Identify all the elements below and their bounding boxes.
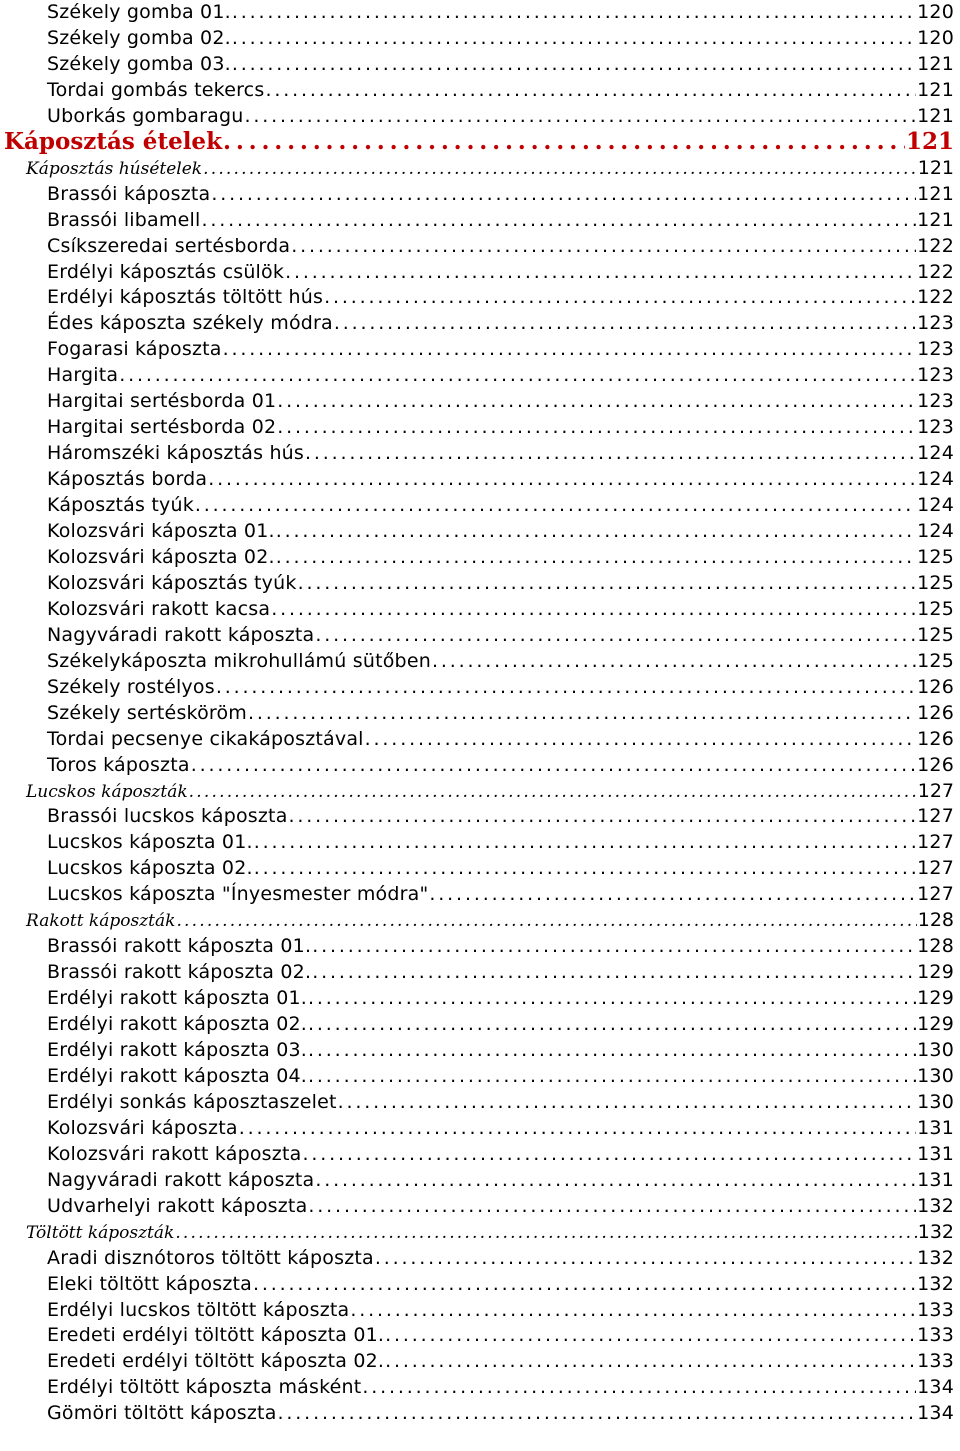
- toc-entry-page: 122: [917, 260, 954, 283]
- toc-entry-page: 124: [917, 494, 954, 517]
- toc-entry[interactable]: [0, 648, 960, 674]
- toc-entry-page: 125: [917, 649, 954, 672]
- toc-entry-page: 132: [917, 1194, 954, 1217]
- toc-section[interactable]: [0, 1219, 960, 1245]
- toc-entry-title: Káposztás borda: [47, 468, 208, 491]
- toc-entry-title: Káposztás tyúk: [47, 494, 194, 517]
- toc-entry-page: 134: [917, 1402, 954, 1425]
- toc-entry-page: 121: [917, 208, 954, 231]
- toc-entry-page: 126: [917, 701, 954, 724]
- toc-entry-page: 123: [917, 364, 954, 387]
- toc-entry-title: Kolozsvári rakott kacsa: [47, 597, 271, 620]
- toc-entry[interactable]: [0, 440, 960, 466]
- toc-entry[interactable]: [0, 829, 960, 855]
- dot-leader: [254, 829, 916, 855]
- toc-entry-page: 127: [917, 857, 954, 880]
- toc-entry[interactable]: [0, 803, 960, 829]
- toc-entry-title: Fogarasi káposzta: [47, 338, 222, 361]
- dot-leader: [276, 544, 916, 570]
- toc-entry[interactable]: [0, 1011, 960, 1037]
- toc-entry-page: 123: [917, 390, 954, 413]
- toc-entry-title: Erdélyi rakott káposzta 03.: [47, 1039, 308, 1061]
- toc-entry-page: 121: [905, 127, 954, 155]
- dot-leader: [429, 881, 916, 907]
- toc-entry-page: 125: [917, 545, 954, 568]
- dot-leader: [271, 596, 916, 622]
- toc-entry-page: 120: [917, 1, 954, 23]
- toc-entry-page: 129: [917, 1013, 954, 1036]
- dot-leader: [334, 310, 916, 336]
- toc-entry[interactable]: [0, 233, 960, 259]
- toc-entry-page: 128: [917, 909, 954, 932]
- toc-entry-title: Brassói káposzta: [47, 182, 211, 205]
- toc-entry-title: Erdélyi rakott káposzta 01.: [47, 987, 308, 1010]
- toc-entry[interactable]: [0, 1348, 960, 1374]
- toc-section[interactable]: [0, 155, 960, 181]
- dot-leader: [232, 51, 916, 77]
- toc-entry-page: 133: [917, 1324, 954, 1347]
- toc-section[interactable]: [0, 907, 960, 933]
- toc-entry-page: 122: [917, 286, 954, 309]
- toc-entry[interactable]: [0, 466, 960, 492]
- dot-leader: [276, 518, 916, 544]
- dot-leader: [338, 1089, 916, 1115]
- toc-entry-title: Kolozsvári káposzta: [47, 1116, 238, 1139]
- toc-entry-page: 121: [917, 182, 954, 205]
- toc-chapter[interactable]: [0, 129, 960, 155]
- toc-entry[interactable]: [0, 207, 960, 233]
- toc-entry-page: 129: [917, 961, 954, 984]
- toc-entry-page: 127: [917, 831, 954, 854]
- dot-leader: [254, 855, 916, 881]
- dot-leader: [253, 1271, 916, 1297]
- toc-entry-page: 123: [917, 338, 954, 361]
- toc-entry-title: Székelykáposzta mikrohullámú sütőben: [47, 649, 431, 672]
- toc-entry-title: Székely gomba 01.: [47, 1, 231, 23]
- toc-entry-title: Erdélyi rakott káposzta 04.: [47, 1064, 308, 1087]
- toc-entry[interactable]: [0, 1115, 960, 1141]
- toc-entry[interactable]: [0, 103, 960, 129]
- toc-entry[interactable]: [0, 700, 960, 726]
- toc-entry-page: 127: [917, 805, 954, 828]
- dot-leader: [211, 181, 916, 207]
- dot-leader: [285, 259, 916, 285]
- toc-entry[interactable]: [0, 1271, 960, 1297]
- toc-entry-title: Brassói lucskos káposzta: [47, 805, 288, 828]
- toc-entry-page: 127: [917, 883, 954, 906]
- toc-entry[interactable]: [0, 1167, 960, 1193]
- dot-leader: [375, 1245, 916, 1271]
- toc-entry-page: 127: [917, 779, 954, 802]
- toc-entry[interactable]: [0, 959, 960, 985]
- dot-leader: [308, 1193, 916, 1219]
- toc-entry-title: Édes káposzta székely módra: [47, 312, 333, 335]
- toc-entry-title: Töltött káposzták: [26, 1222, 175, 1243]
- toc-section[interactable]: [0, 778, 960, 804]
- dot-leader: [350, 1297, 916, 1323]
- dot-leader: [277, 388, 916, 414]
- toc-entry-title: Eredeti erdélyi töltött káposzta 02.: [47, 1350, 385, 1373]
- toc-entry[interactable]: [0, 596, 960, 622]
- toc-entry-title: Székely gomba 02.: [47, 26, 231, 49]
- toc-entry[interactable]: [0, 1141, 960, 1167]
- dot-leader: [308, 1063, 916, 1089]
- toc-entry-title: Káposztás húsételek: [26, 158, 203, 179]
- toc-entry-title: Gömöri töltött káposzta: [47, 1402, 277, 1425]
- dot-leader: [277, 414, 916, 440]
- toc-entry-title: Hargita: [47, 364, 119, 387]
- toc-entry[interactable]: [0, 77, 960, 103]
- toc-entry-page: 134: [917, 1376, 954, 1399]
- toc-entry-title: Erdélyi sonkás káposztaszelet: [47, 1090, 337, 1113]
- toc-entry[interactable]: [0, 674, 960, 700]
- toc-entry-page: 131: [917, 1142, 954, 1165]
- dot-leader: [223, 129, 905, 155]
- toc-entry[interactable]: [0, 752, 960, 778]
- toc-entry-title: Erdélyi káposztás csülök: [47, 260, 285, 283]
- dot-leader: [248, 700, 916, 726]
- toc-entry-title: Uborkás gombaragu: [47, 104, 244, 127]
- toc-entry-title: Aradi disznótoros töltött káposzta: [47, 1246, 374, 1269]
- toc-entry[interactable]: [0, 1245, 960, 1271]
- dot-leader: [189, 779, 917, 805]
- toc-entry[interactable]: [0, 1322, 960, 1348]
- toc-entry-title: Csíkszeredai sertésborda: [47, 234, 291, 257]
- toc-entry-page: 121: [917, 78, 954, 101]
- toc-entry[interactable]: [0, 181, 960, 207]
- toc-entry-page: 132: [917, 1246, 954, 1269]
- toc-entry[interactable]: [0, 336, 960, 362]
- dot-leader: [308, 1011, 916, 1037]
- toc-entry[interactable]: [0, 310, 960, 336]
- dot-leader: [305, 440, 916, 466]
- toc-entry-page: 126: [917, 753, 954, 776]
- dot-leader: [203, 156, 917, 182]
- toc-entry-title: Tordai pecsenye cikakáposztával: [47, 727, 364, 750]
- dot-leader: [385, 1348, 916, 1374]
- toc-entry[interactable]: [0, 570, 960, 596]
- toc-entry-title: Kolozsvári rakott káposzta: [47, 1142, 302, 1165]
- toc-entry[interactable]: [0, 51, 960, 77]
- dot-leader: [298, 570, 917, 596]
- toc-entry-page: 133: [917, 1350, 954, 1373]
- dot-leader: [362, 1374, 916, 1400]
- dot-leader: [302, 1141, 916, 1167]
- dot-leader: [324, 284, 916, 310]
- toc-entry-title: Eleki töltött káposzta: [47, 1272, 253, 1295]
- toc-entry-title: Brassói rakott káposzta 02.: [47, 961, 312, 984]
- toc-entry-page: 125: [917, 571, 954, 594]
- toc-entry-title: Székely gomba 03.: [47, 52, 231, 75]
- toc-entry[interactable]: [0, 362, 960, 388]
- toc-entry-title: Székely sertésköröm: [47, 701, 248, 724]
- toc-entry-page: 123: [917, 416, 954, 439]
- toc-entry-page: 121: [917, 156, 954, 179]
- toc-entry-page: 122: [917, 234, 954, 257]
- toc-entry-page: 130: [917, 1064, 954, 1087]
- toc-entry[interactable]: [0, 544, 960, 570]
- toc-entry[interactable]: [0, 1400, 960, 1426]
- toc-entry-title: Lucskos káposzta 01.: [47, 831, 253, 854]
- toc-entry-title: Háromszéki káposztás hús: [47, 442, 305, 465]
- toc-entry-title: Káposztás ételek: [4, 127, 223, 155]
- toc-entry-title: Rakott káposzták: [26, 911, 176, 932]
- toc-entry-title: Nagyváradi rakott káposzta: [47, 1168, 315, 1191]
- toc-entry-title: Brassói rakott káposzta 01.: [47, 935, 312, 958]
- toc-entry-title: Kolozsvári káposztás tyúk: [47, 571, 297, 594]
- toc-entry-page: 126: [917, 727, 954, 750]
- toc-entry-title: Lucskos káposzták: [26, 781, 188, 802]
- dot-leader: [432, 648, 916, 674]
- dot-leader: [315, 622, 916, 648]
- toc-entry[interactable]: [0, 622, 960, 648]
- toc-entry[interactable]: [0, 414, 960, 440]
- toc-entry-title: Lucskos káposzta "Ínyesmester módra": [47, 883, 429, 906]
- toc-entry-page: 125: [917, 623, 954, 646]
- dot-leader: [195, 492, 916, 518]
- toc-entry[interactable]: [0, 1089, 960, 1115]
- toc-entry[interactable]: [0, 1037, 960, 1063]
- toc-entry-title: Erdélyi káposztás töltött hús: [47, 286, 324, 309]
- dot-leader: [191, 752, 916, 778]
- dot-leader: [308, 985, 916, 1011]
- toc-entry-title: Nagyváradi rakott káposzta: [47, 623, 315, 646]
- toc-entry-title: Székely rostélyos: [47, 675, 215, 698]
- toc-entry-page: 120: [917, 26, 954, 49]
- toc-entry-page: 123: [917, 312, 954, 335]
- toc-entry[interactable]: [0, 0, 960, 25]
- toc-entry-title: Tordai gombás tekercs: [47, 78, 265, 101]
- toc-entry-page: 130: [917, 1039, 954, 1061]
- toc-entry-page: 121: [917, 52, 954, 75]
- toc-entry-page: 131: [917, 1116, 954, 1139]
- toc-entry[interactable]: [0, 726, 960, 752]
- toc-entry[interactable]: [0, 388, 960, 414]
- toc-entry-title: Erdélyi töltött káposzta másként: [47, 1376, 362, 1399]
- dot-leader: [208, 466, 916, 492]
- toc-entry[interactable]: [0, 1374, 960, 1400]
- toc-entry-title: Erdélyi lucskos töltött káposzta: [47, 1298, 350, 1321]
- toc-entry[interactable]: [0, 25, 960, 51]
- toc-entry[interactable]: [0, 492, 960, 518]
- toc-entry-page: 130: [917, 1090, 954, 1113]
- toc-entry[interactable]: [0, 985, 960, 1011]
- dot-leader: [239, 1115, 916, 1141]
- dot-leader: [289, 803, 917, 829]
- toc-entry-page: 132: [917, 1272, 954, 1295]
- toc-entry[interactable]: [0, 881, 960, 907]
- toc-entry-title: Hargitai sertésborda 01: [47, 390, 277, 413]
- toc-entry-page: 124: [917, 520, 954, 542]
- toc-entry[interactable]: [0, 933, 960, 959]
- dot-leader: [119, 362, 916, 388]
- dot-leader: [245, 103, 917, 129]
- dot-leader: [232, 25, 916, 51]
- toc-entry[interactable]: [0, 284, 960, 310]
- toc-entry[interactable]: [0, 1297, 960, 1323]
- toc-entry-title: Kolozsvári káposzta 02.: [47, 545, 275, 568]
- dot-leader: [201, 207, 916, 233]
- dot-leader: [315, 1167, 916, 1193]
- dot-leader: [265, 77, 916, 103]
- dot-leader: [385, 1322, 916, 1348]
- dot-leader: [216, 674, 916, 700]
- dot-leader: [223, 336, 917, 362]
- toc-entry[interactable]: [0, 1193, 960, 1219]
- dot-leader: [278, 1400, 917, 1426]
- dot-leader: [291, 233, 916, 259]
- toc-entry-page: 124: [917, 442, 954, 465]
- toc-entry-page: 125: [917, 597, 954, 620]
- toc-entry-page: 126: [917, 675, 954, 698]
- dot-leader: [232, 0, 916, 25]
- toc-entry[interactable]: [0, 1063, 960, 1089]
- toc-entry-title: Lucskos káposzta 02.: [47, 857, 253, 880]
- toc-entry-title: Erdélyi rakott káposzta 02.: [47, 1013, 308, 1036]
- dot-leader: [365, 726, 916, 752]
- dot-leader: [312, 933, 916, 959]
- toc-entry-page: 131: [917, 1168, 954, 1191]
- toc-entry-page: 124: [917, 468, 954, 491]
- toc-entry-title: Udvarhelyi rakott káposzta: [47, 1194, 308, 1217]
- toc-entry-page: 129: [917, 987, 954, 1010]
- toc-entry-page: 128: [917, 935, 954, 958]
- dot-leader: [312, 959, 916, 985]
- toc-entry-title: Toros káposzta: [47, 753, 190, 776]
- toc-entry[interactable]: [0, 855, 960, 881]
- toc-entry-page: 121: [917, 104, 954, 127]
- toc-entry[interactable]: [0, 518, 960, 544]
- toc-entry-page: 132: [917, 1220, 954, 1243]
- toc-entry-title: Hargitai sertésborda 02: [47, 416, 277, 439]
- toc-entry-title: Brassói libamell: [47, 208, 201, 231]
- toc-entry-title: Kolozsvári káposzta 01.: [47, 520, 275, 542]
- dot-leader: [175, 1220, 916, 1246]
- dot-leader: [176, 908, 916, 934]
- toc-entry-page: 133: [917, 1298, 954, 1321]
- toc-entry[interactable]: [0, 259, 960, 285]
- dot-leader: [308, 1037, 916, 1063]
- toc-entry-title: Eredeti erdélyi töltött káposzta 01.: [47, 1324, 385, 1347]
